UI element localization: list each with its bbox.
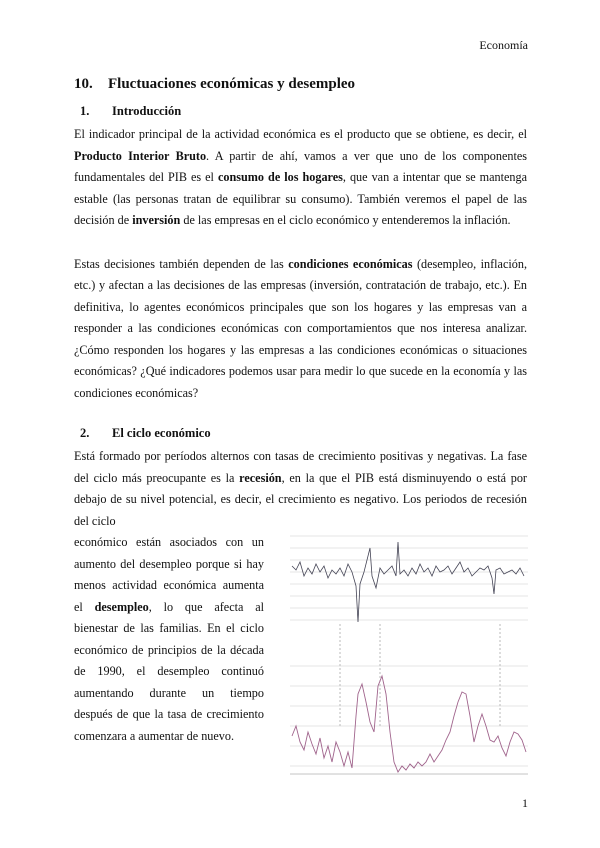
text-run: El indicador principal de la actividad económica es el producto que se obtiene, es decir, el (74, 127, 527, 141)
text-run: Está formado por períodos alternos con tasas de crecimiento positivas y negativas. La fase del ciclo más preocupante es la (74, 449, 527, 485)
section-number: 1. (80, 104, 90, 118)
paragraph-intro-2 (74, 254, 527, 405)
bold-term: inversión (132, 213, 181, 227)
gdp-unemployment-figure (270, 526, 532, 788)
paragraph-intro-1 (74, 124, 527, 232)
section-heading-intro (80, 100, 527, 122)
chapter-title-text: Fluctuaciones económicas y desempleo (108, 76, 356, 92)
page-content (74, 72, 527, 782)
bold-term: condiciones económicas (288, 256, 413, 271)
bold-term: consumo de los hogares (217, 170, 343, 184)
unemployment-panel (290, 666, 528, 766)
wrapped-figure-block (74, 532, 527, 782)
paragraph-cycle-1 (74, 446, 527, 532)
section-heading-cycle (80, 422, 527, 444)
section-number: 2. (80, 426, 90, 440)
gdp-growth-series (292, 542, 524, 622)
bold-term: recesión (239, 470, 282, 485)
chapter-title (74, 72, 527, 96)
text-run: , en la que el PIB está disminuyendo o está por debajo de su nivel potencial, es decir, el crecimiento es negativo. Los periodos de recesión del ciclo (74, 470, 527, 528)
text-run: económico están asociados con un aumento del desempleo porque si hay menos actividad económica aumenta el (74, 535, 264, 614)
text-run: , lo que afecta al bienestar de las familias. En el ciclo económico de principios de la década de 1990, el desempleo continuó aumentando durante un tiempo después de que la tasa de crecimiento comenzara a aumentar de nuevo. (74, 599, 264, 743)
section-title: El ciclo económico (112, 426, 211, 440)
paragraph-cycle-2 (74, 532, 264, 747)
section-title: Introducción (112, 104, 182, 118)
bold-term: desempleo (94, 599, 149, 614)
page-number: 1 (522, 796, 528, 810)
bold-term: Producto Interior Bruto (74, 148, 207, 163)
text-run: . A partir de ahí, vamos a ver que uno de los componentes fundamentales del PIB es el (74, 148, 527, 184)
text-run: , que van a intentar que se mantenga estable (las personas tratan de equilibrar su consumo). También veremos el papel de las decisión de (74, 170, 528, 227)
text-run: Estas decisiones también dependen de las (74, 256, 289, 271)
unemployment-series (292, 676, 526, 772)
text-run: de las empresas en el ciclo económico y entenderemos la inflación. (180, 213, 511, 227)
text-run: (desempleo, inflación, etc.) y afectan a las decisiones de las empresas (inversión, contratación de trabajo, etc.). En definitiva, lo agentes económicos principales que son los hogares y las empresas van a responder a las condiciones económicas con comportamientos que nos interesa analizar. ¿Cómo responden los hogares y las empresas a las condiciones económicas o situaciones económicas? ¿Qué indicadores podemos usar para medir lo que sucede en la economía y las condiciones económicas? (74, 256, 527, 400)
chapter-number: 10. (74, 76, 93, 92)
running-head: Economía (479, 38, 528, 52)
